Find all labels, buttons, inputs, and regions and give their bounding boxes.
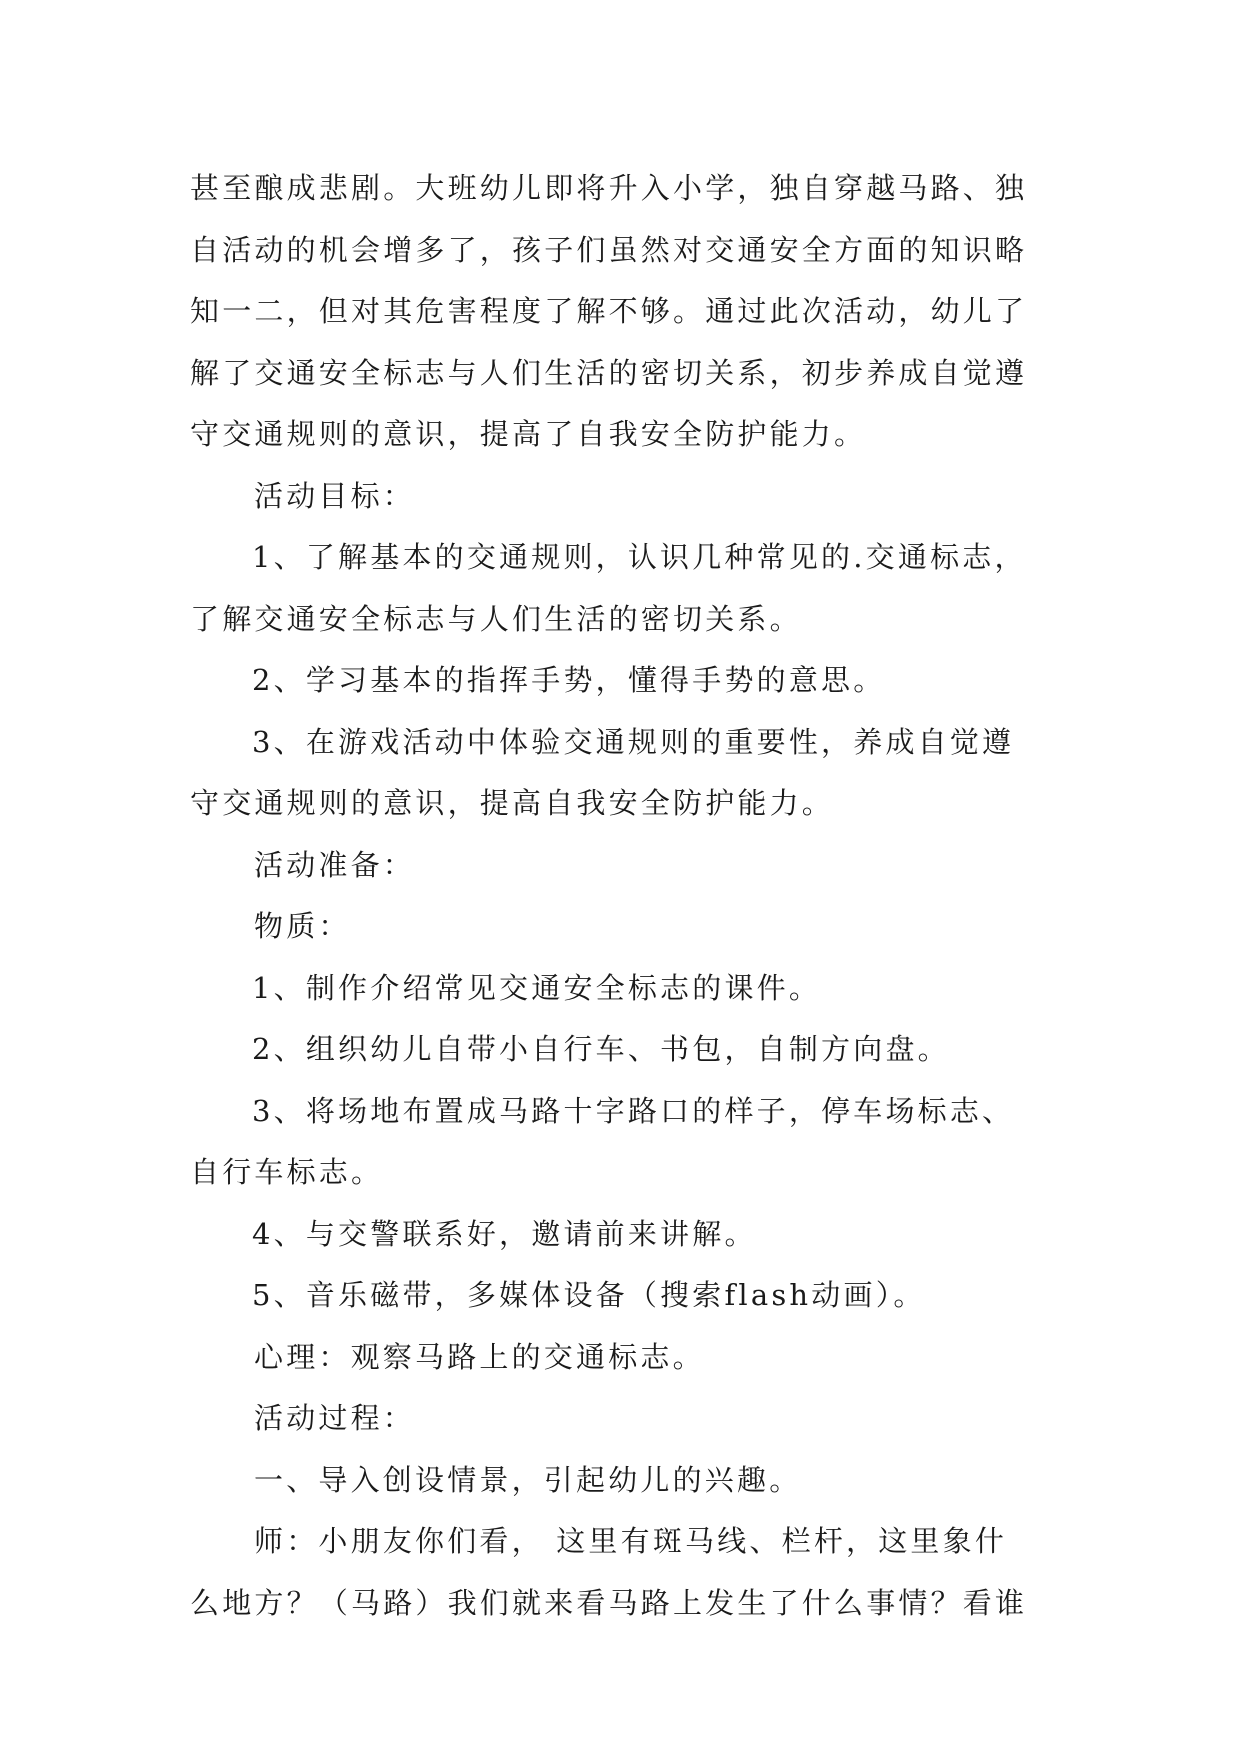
section-heading-preparation: 活动准备： (254, 847, 416, 882)
list-item: 4、与交警联系好，邀请前来讲解。 (252, 1216, 757, 1251)
teacher-dialogue-line: 师：小朋友你们看， 这里有斑马线、栏杆，这里象什 (254, 1524, 1008, 1558)
paragraph-line: 自行车标志。 (190, 1155, 384, 1189)
paragraph-line: 甚至酿成悲剧。大班幼儿即将升入小学，独自穿越马路、独 (190, 171, 1028, 205)
list-item: 2、学习基本的指挥手势，懂得手势的意思。 (252, 663, 886, 697)
list-item: 5、音乐磁带，多媒体设备（搜索flash动画）。 (252, 1278, 926, 1312)
list-item: 2、组织幼儿自带小自行车、书包，自制方向盘。 (252, 1032, 950, 1066)
paragraph-line: 自活动的机会增多了，孩子们虽然对交通安全方面的知识略 (190, 232, 1028, 267)
subsection-heading-material: 物质： (254, 909, 351, 943)
section-heading-process: 活动过程： (254, 1401, 416, 1435)
paragraph-line: 了解交通安全标志与人们生活的密切关系。 (190, 601, 802, 636)
step-heading: 一、导入创设情景，引起幼儿的兴趣。 (254, 1462, 802, 1497)
paragraph-line: 知一二，但对其危害程度了解不够。通过此次活动，幼儿了 (190, 294, 1028, 328)
list-item: 1、制作介绍常见交通安全标志的课件。 (252, 970, 822, 1005)
list-item: 1、了解基本的交通规则，认识几种常见的.交通标志， (252, 540, 1027, 574)
paragraph-line: 守交通规则的意识，提高了自我安全防护能力。 (190, 417, 867, 451)
document-body (190, 158, 1070, 1634)
paragraph-line: 守交通规则的意识，提高自我安全防护能力。 (190, 786, 835, 820)
paragraph-line: 么地方？（马路）我们就来看马路上发生了什么事情？看谁 (190, 1585, 1028, 1620)
list-item: 3、将场地布置成马路十字路口的样子，停车场标志、 (252, 1093, 1015, 1128)
list-item: 3、在游戏活动中体验交通规则的重要性，养成自觉遵 (252, 724, 1015, 759)
paragraph-line: 解了交通安全标志与人们生活的密切关系，初步养成自觉遵 (190, 355, 1028, 390)
section-heading-goals: 活动目标： (254, 478, 416, 513)
subsection-heading-psychology: 心理：观察马路上的交通标志。 (254, 1339, 705, 1374)
